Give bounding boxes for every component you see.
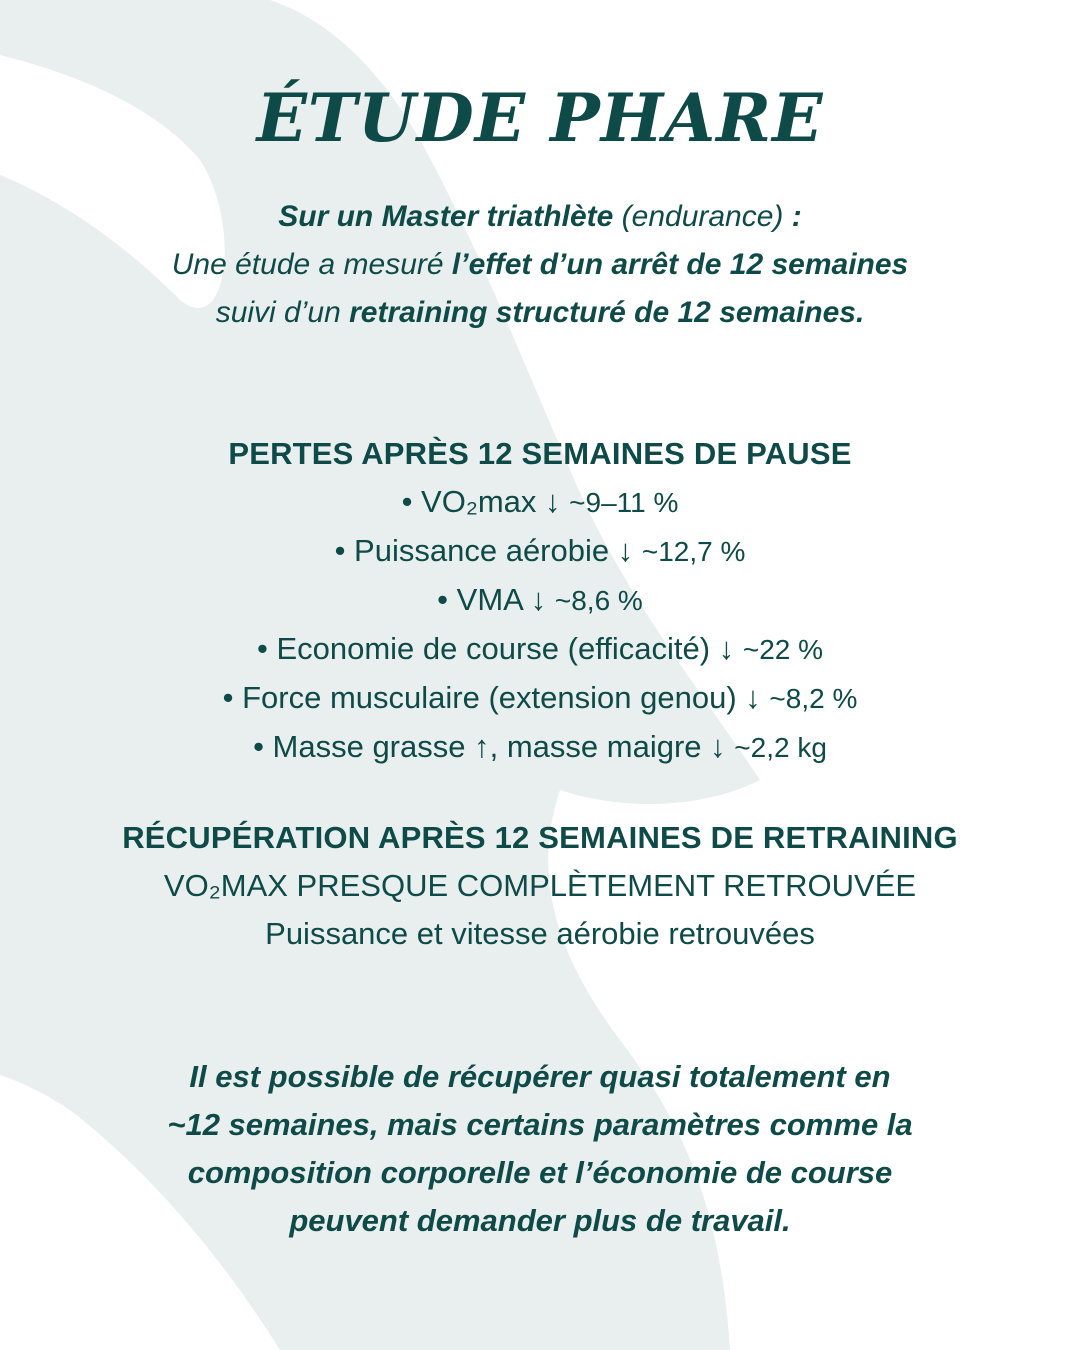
loss-value: ~22 % <box>742 634 824 665</box>
page-title: ÉTUDE PHARE <box>256 79 824 157</box>
loss-item <box>0 527 1080 576</box>
loss-value: ~12,7 % <box>641 536 746 567</box>
intro-line-3-bold: retraining structuré de 12 semaines. <box>349 296 865 329</box>
intro-line-1 <box>40 193 1040 241</box>
recovery-line: VO₂MAX PRESQUE COMPLÈTEMENT RETROUVÉE <box>163 868 917 903</box>
loss-label-secondary: , masse maigre <box>489 729 702 764</box>
arrow-down-icon: ↓ <box>710 729 726 764</box>
arrow-down-icon: ↓ <box>530 582 547 617</box>
intro-line-3-light: suivi d’un <box>215 296 350 329</box>
losses-heading: PERTES APRÈS 12 SEMAINES DE PAUSE <box>228 436 852 471</box>
loss-item <box>0 723 1080 772</box>
loss-label: • Economie de course (efficacité) <box>256 631 711 666</box>
conclusion-line: ~12 semaines, mais certains paramètres comme la <box>167 1107 913 1142</box>
conclusion-line: Il est possible de récupérer quasi totalement en <box>189 1059 891 1094</box>
intro-line-2-light: Une étude a mesuré <box>171 248 452 281</box>
recovery-line: Puissance et vitesse aérobie retrouvées <box>265 916 815 951</box>
loss-label: • Puissance aérobie <box>334 533 610 568</box>
loss-label: • VMA <box>437 582 523 617</box>
conclusion-line: composition corporelle et l’économie de course <box>187 1155 893 1190</box>
loss-value: ~8,2 % <box>769 683 858 714</box>
loss-item <box>0 576 1080 625</box>
loss-value: ~9–11 % <box>569 487 679 518</box>
arrow-down-icon: ↓ <box>617 533 634 568</box>
intro-line-2 <box>40 241 1040 289</box>
arrow-down-icon: ↓ <box>745 680 761 715</box>
conclusion-line: peuvent demander plus de travail. <box>289 1203 791 1238</box>
intro-colon: : <box>783 200 802 233</box>
intro-line-2-bold: l’effet d’un arrêt de 12 semaines <box>451 248 909 281</box>
loss-item <box>0 625 1080 674</box>
arrow-up-icon: ↑ <box>474 729 490 764</box>
conclusion-text <box>60 1053 1020 1245</box>
recovery-heading: RÉCUPÉRATION APRÈS 12 SEMAINES DE RETRAINING <box>122 820 958 855</box>
intro-line-3 <box>40 289 1040 337</box>
loss-value: ~8,6 % <box>554 585 643 616</box>
intro-subject: Sur un Master triathlète <box>278 200 614 233</box>
intro-subject-note: (endurance) <box>613 200 784 233</box>
losses-section <box>0 430 1080 772</box>
intro-text <box>40 193 1040 337</box>
loss-value: ~2,2 kg <box>734 732 827 763</box>
loss-item <box>0 674 1080 723</box>
arrow-down-icon: ↓ <box>718 631 735 666</box>
arrow-down-icon: ↓ <box>545 484 561 519</box>
loss-label: • Force musculaire (extension genou) <box>222 680 737 715</box>
recovery-section <box>0 814 1080 958</box>
loss-item <box>0 478 1080 527</box>
loss-label: • VO₂max <box>401 484 537 519</box>
loss-label: • Masse grasse <box>253 729 466 764</box>
